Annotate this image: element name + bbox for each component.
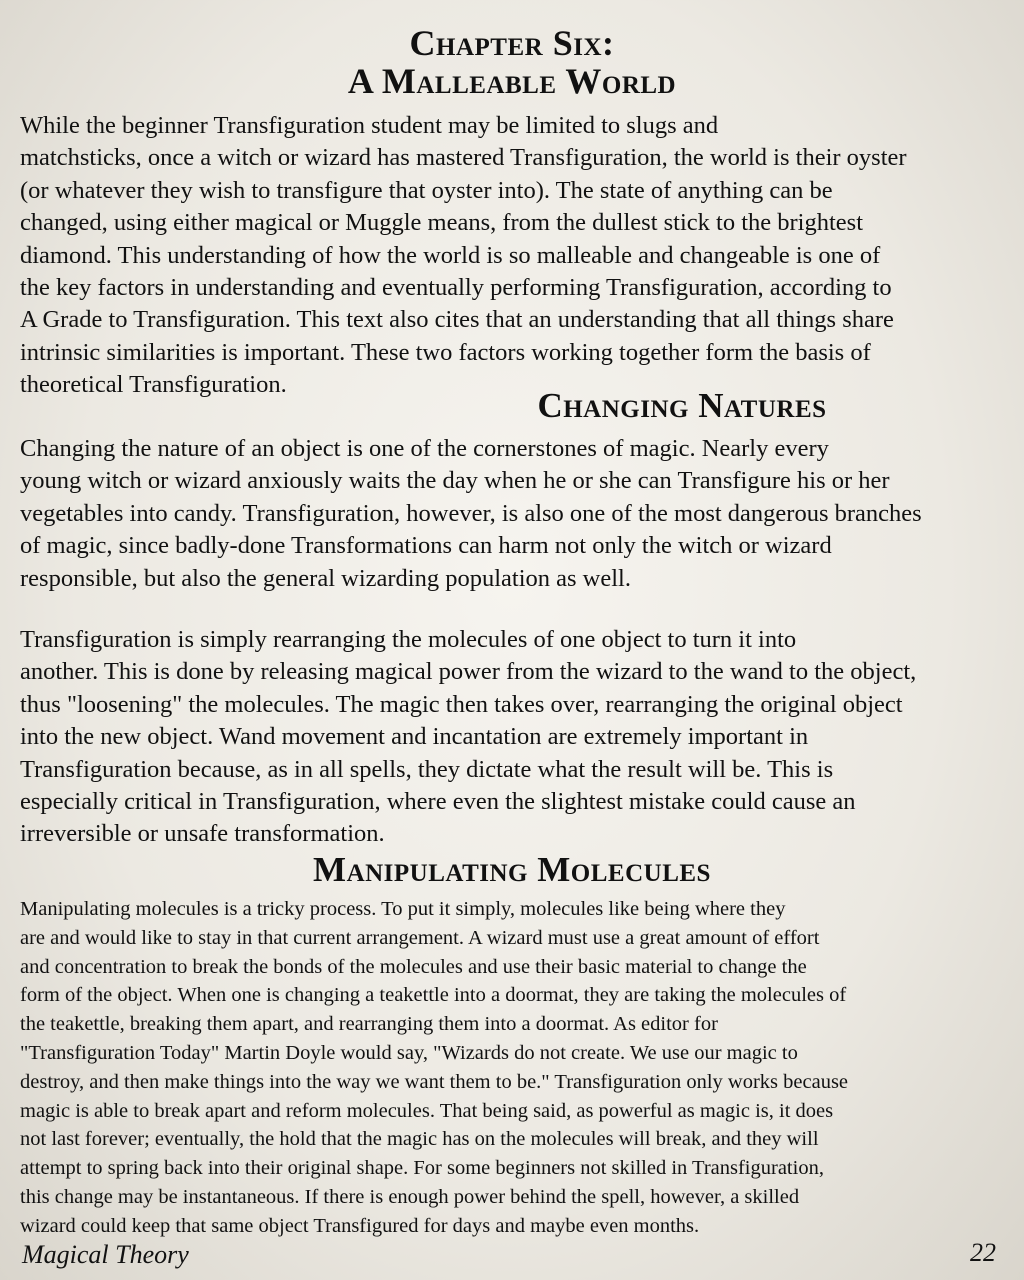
- chapter-title-heading: A Malleable World: [347, 61, 677, 101]
- page-number: 22: [970, 1238, 996, 1267]
- section-heading-manipulating-molecules: Manipulating Molecules: [313, 850, 711, 889]
- changing-natures-paragraph-1: Changing the nature of an object is one of the cornerstones of magic. Nearly every young witch or wizard anxiously waits the day when he or she can Transfigure his or her vegetables into candy. Transfiguration, however, is also one of the most dangerous branches of magic, since badly-done Transformations can harm not only the witch or wizard responsible, but also the general wizarding population as well.: [20, 435, 922, 592]
- intro-paragraph: While the beginner Transfiguration student may be limited to slugs and matchsticks, once a witch or wizard has mastered Transfiguration, the world is their oyster (or whatever they wish to transfigure that oyster into). The state of anything can be changed, using either magical or Muggle means, from the dullest stick to the brightest diamond. This understanding of how the world is so malleable and changeable is one of the key factors in understanding and eventually performing Transfiguration, according to A Grade to Transfiguration. This text also cites that an understanding that all things share intrinsic similarities is important. These two factors working together form the basis of theoretical Transfiguration.: [20, 112, 907, 399]
- manipulating-molecules-paragraph: Manipulating molecules is a tricky process. To put it simply, molecules like being where they are and would like to stay in that current arrangement. A wizard must use a great amount of effort and concentration to break the bonds of the molecules and use their basic material to change the form of the object. When one is changing a teakettle into a doormat, they are taking the molecules of the teakettle, breaking them apart, and rearranging them into a doormat. As editor for "Transfiguration Today" Martin Doyle would say, "Wizards do not create. We use our magic to destroy, and then make things into the way we want them to be." Transfiguration only works because magic is able to break apart and reform molecules. That being said, as powerful as magic is, it does not last forever; eventually, the hold that the magic has on the molecules will break, and they will attempt to spring back into their original shape. For some beginners not skilled in Transfiguration, this change may be instantaneous. If there is enough power behind the spell, however, a skilled wizard could keep that same object Transfigured for days and maybe even months.: [20, 898, 849, 1237]
- changing-natures-paragraph-2: Transfiguration is simply rearranging the molecules of one object to turn it into another. This is done by releasing magical power from the wizard to the wand to the object, thus "loosening" the molecules. The magic then takes over, rearranging the original object into the new object. Wand movement and incantation are extremely important in Transfiguration because, as in all spells, they dictate what the result will be. This is especially critical in Transfiguration, where even the slightest mistake could cause an irreversible or unsafe transformation.: [20, 626, 917, 848]
- footer-book-title: Magical Theory: [22, 1240, 189, 1269]
- chapter-number-heading: Chapter Six:: [409, 23, 615, 63]
- section-heading-changing-natures: Changing Natures: [537, 386, 827, 425]
